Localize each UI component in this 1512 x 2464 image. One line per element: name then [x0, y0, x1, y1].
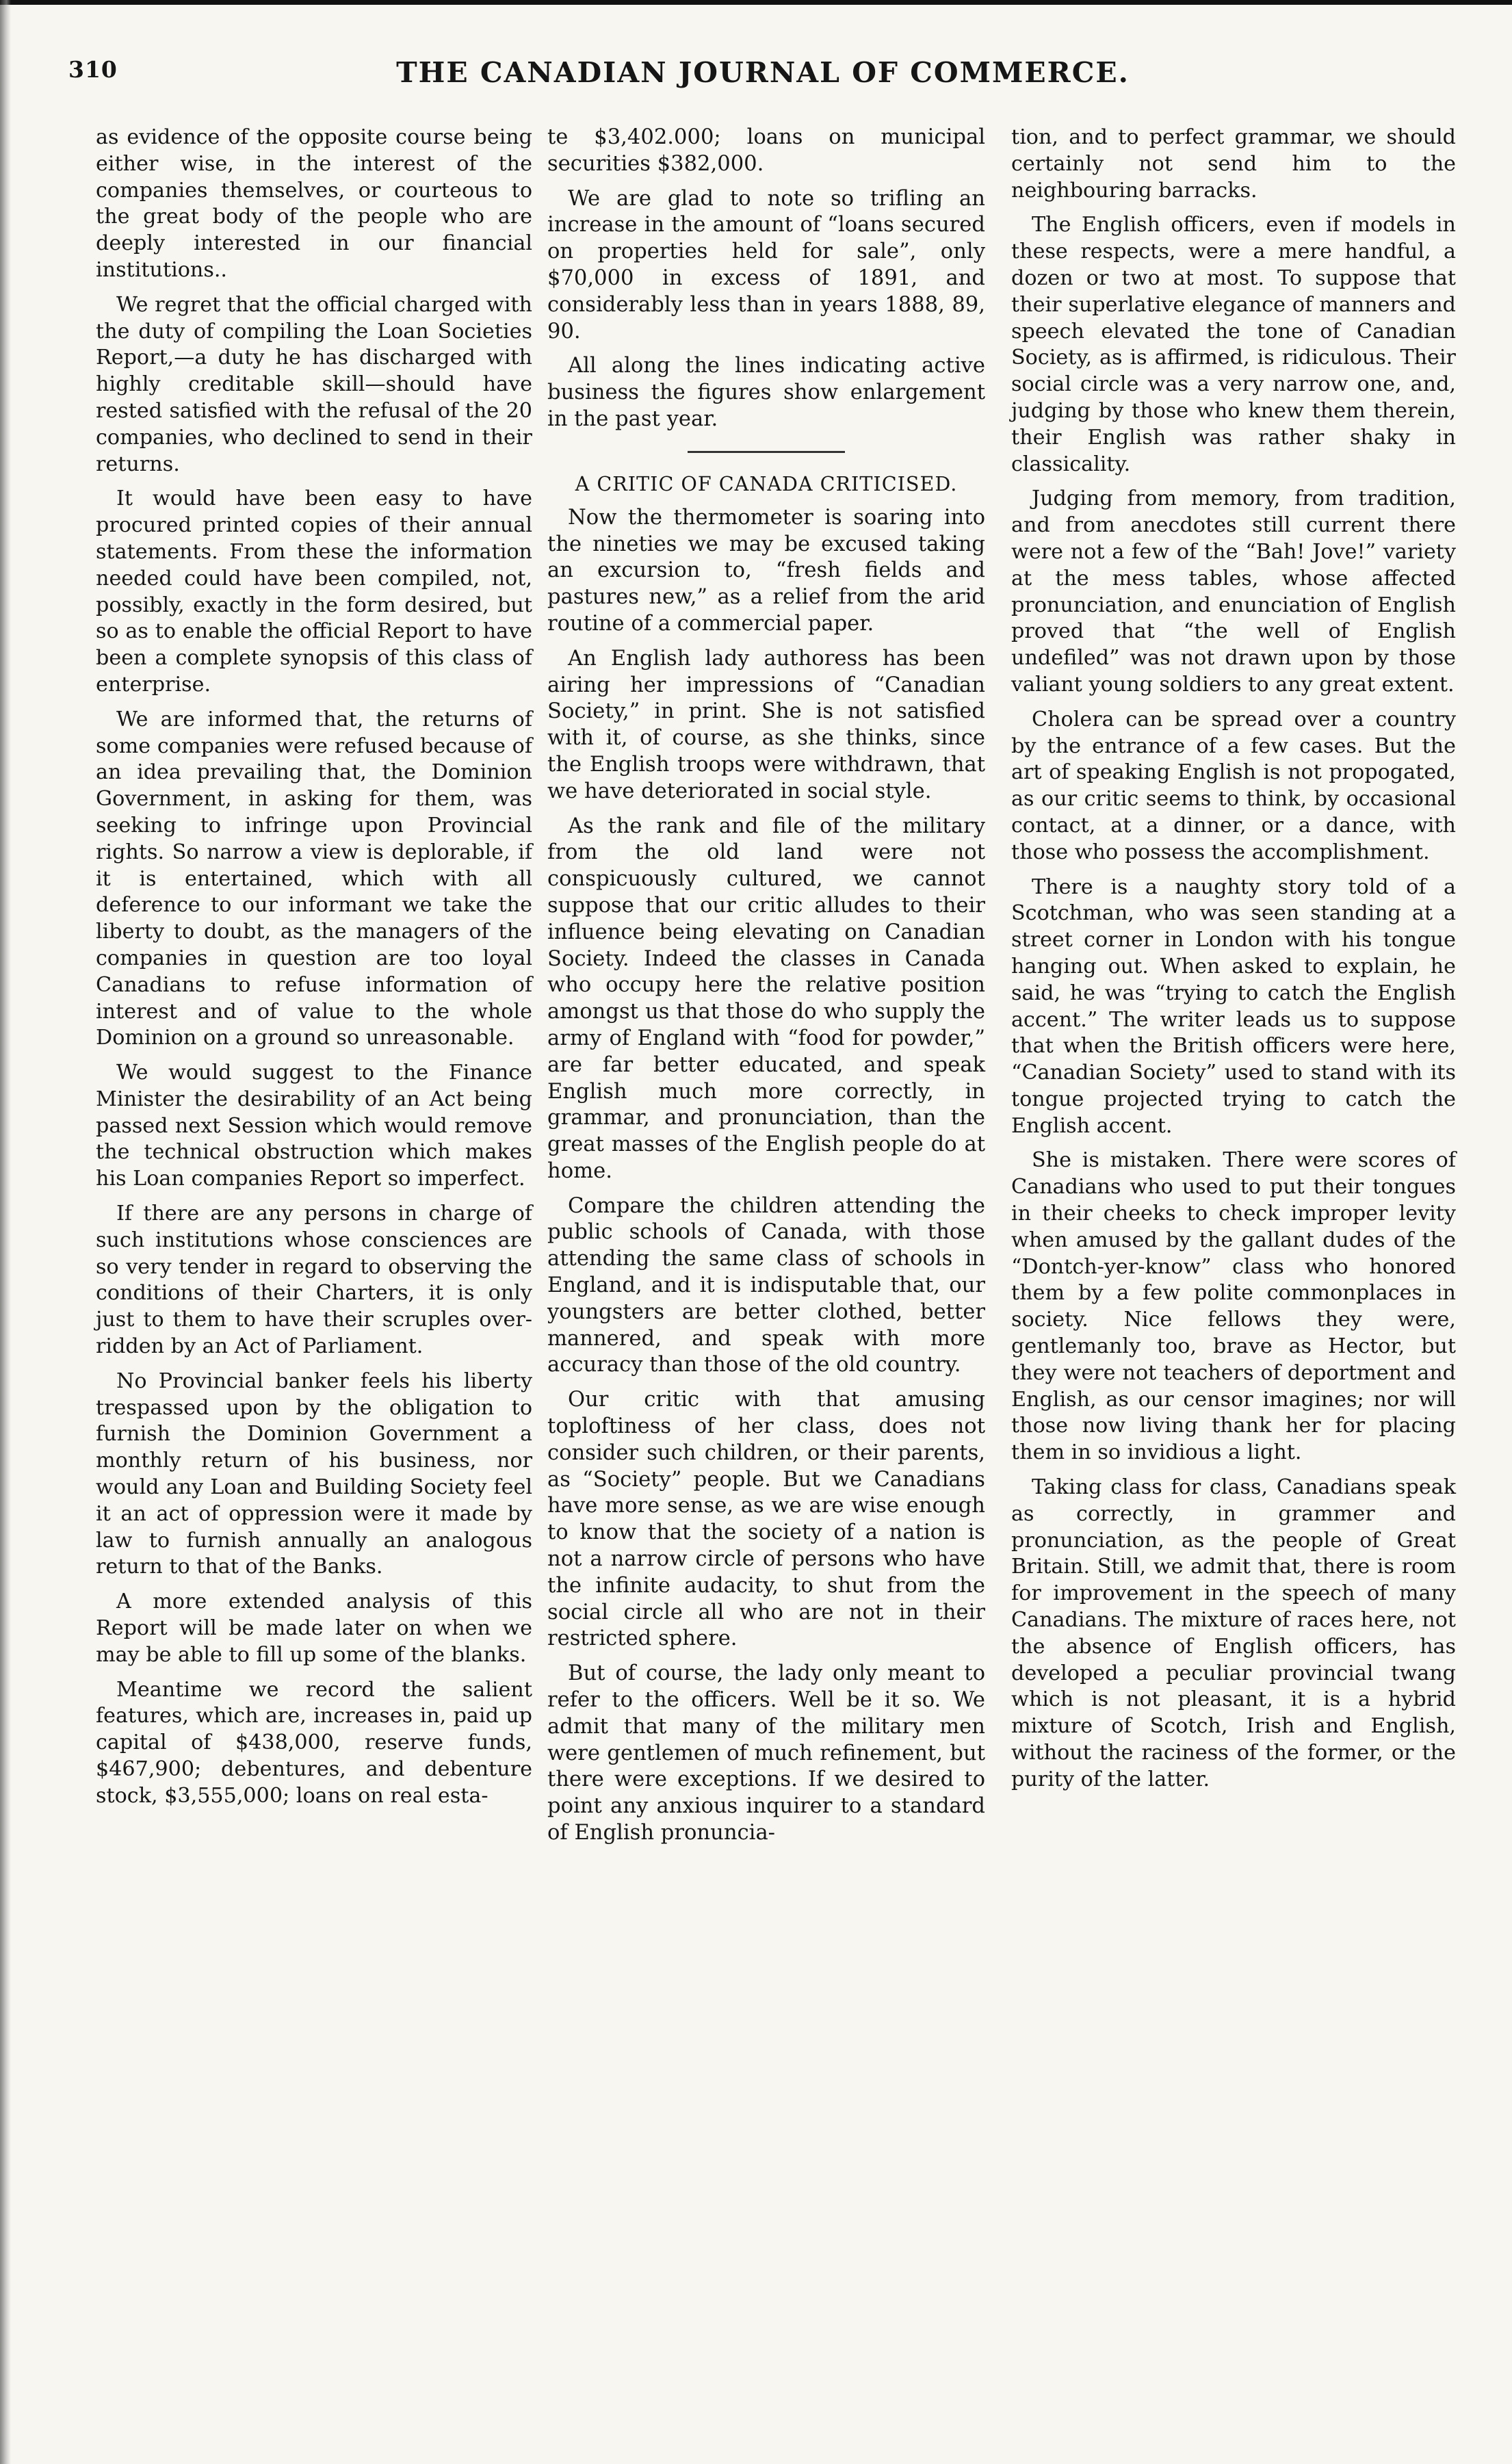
- column-1: [96, 125, 532, 1818]
- paragraph: te $3,402.000; loans on municipal securities $382,000.: [547, 125, 985, 176]
- paragraph: We are informed that, the returns of some companies were refused because of an idea prevailing that, the Dominion Government, in asking for them, was seeking to infringe upon Provincial rights. So narrow a view is deplorable, if it is entertained, which with all deference to our informant we take the liberty to doubt, as the managers of the companies in question are too loyal Canadians to refuse information of interest and of value to the whole Dominion on a ground so unreasonable.: [96, 707, 532, 1050]
- paragraph: Judging from memory, from tradition, and from anecdotes still current there were not a few of the “Bah! Jove!” variety at the mess tables, whose affected pronunciation, and enunciation of English proved that “the well of English undefiled” was not drawn upon by those valiant young soldiers to any great extent.: [1011, 487, 1456, 697]
- paragraph: We regret that the official charged with the duty of compiling the Loan Societies Report,—a duty he has discharged with highly creditable skill—should have rested satisfied with the refusal of the 20 companies, who declined to send in their returns.: [96, 292, 532, 476]
- page-header: [68, 56, 1457, 99]
- article-heading: A CRITIC OF CANADA CRITICISED.: [575, 471, 958, 495]
- paragraph: But of course, the lady only meant to refer to the officers. Well be it so. We admit that many of the military men were gentlemen of much refinement, but there were exceptions. If we desired to point any anxious inquirer to a standard of English pronuncia-: [547, 1661, 985, 1845]
- column-2: [547, 125, 985, 1855]
- section-divider: [688, 451, 845, 453]
- paragraph: It would have been easy to have procured printed copies of their annual statements. From these the information needed could have been compiled, not, possibly, exactly in the form desired, but so as to enable the official Report to have been a complete synopsis of this class of enterprise.: [96, 487, 532, 697]
- paragraph: All along the lines indicating active business the figures show enlargement in the past year.: [547, 354, 985, 431]
- column-3: [1011, 125, 1456, 1802]
- paragraph: tion, and to perfect grammar, we should certainly not send him to the neighbouring barracks.: [1011, 125, 1456, 203]
- top-border-line: [0, 0, 1512, 5]
- paragraph: A more extended analysis of this Report will be made later on when we may be able to fill up some of the blanks.: [96, 1590, 532, 1667]
- paragraph: As the rank and file of the military from the old land were not conspicuously cultured, we cannot suppose that our critic alludes to their influence being elevating on Canadian Society. Indeed the classes in Canada who occupy here the relative position amongst us that those do who supply the army of England with “food for powder,” are far better educated, and speak English much more correctly, in grammar, and pronunciation, than the great masses of the English people do at home.: [547, 814, 985, 1183]
- paragraph: She is mistaken. There were scores of Canadians who used to put their tongues in their cheeks to check improper levity when amused by the gallant dudes of the “Dontch-yer-know” class who honored them by a few polite commonplaces in society. Nice fellows they were, gentlemanly too, brave as Hector, but they were not teachers of deportment and English, as our censor imagines; nor will those now living thank her for placing them in so invidious a light.: [1011, 1148, 1456, 1465]
- paragraph: No Provincial banker feels his liberty trespassed upon by the obligation to furnish the Dominion Government a monthly return of his business, nor would any Loan and Building Society feel it an act of oppression were it made by law to furnish annually an analogous return to that of the Banks.: [96, 1369, 532, 1579]
- paragraph: Meantime we record the salient features, which are, increases in, paid up capital of $438,000, reserve funds, $467,900; debentures, and debenture stock, $3,555,000; loans on real esta-: [96, 1677, 532, 1808]
- page-edge-shadow: [0, 0, 11, 2464]
- page-number: 310: [68, 56, 118, 83]
- journal-title: THE CANADIAN JOURNAL OF COMMERCE.: [396, 56, 1130, 89]
- paragraph: Taking class for class, Canadians speak as correctly, in grammer and pronunciation, as the people of Great Britain. Still, we admit that, there is room for improvement in the speech of many Canadians. The mixture of races here, not the absence of English officers, has developed a peculiar provincial twang which is not pleasant, it is a hybrid mixture of Scotch, Irish and English, without the raciness of the former, or the purity of the latter.: [1011, 1475, 1456, 1791]
- paragraph: Cholera can be spread over a country by the entrance of a few cases. But the art of speaking English is not propogated, as our critic seems to think, by occasional contact, at a dinner, or a dance, with those who possess the accomplishment.: [1011, 707, 1456, 864]
- paragraph: Now the thermometer is soaring into the nineties we may be excused taking an excursion to, “fresh fields and pastures new,” as a relief from the arid routine of a commercial paper.: [547, 505, 985, 636]
- paragraph: We would suggest to the Finance Minister the desirability of an Act being passed next Session which would remove the technical obstruction which makes his Loan companies Report so imperfect.: [96, 1061, 532, 1191]
- paragraph: The English officers, even if models in these respects, were a mere handful, a dozen or two at most. To suppose that their superlative elegance of manners and speech elevated the tone of Canadian Society, as is affirmed, is ridiculous. Their social circle was a very narrow one, and, judging by those who knew them therein, their English was rather shaky in classicality.: [1011, 213, 1456, 476]
- paragraph: An English lady authoress has been airing her impressions of “Canadian Society,” in print. She is not satisfied with it, of course, as she thinks, since the English troops were withdrawn, that we have deteriorated in social style.: [547, 646, 985, 803]
- paragraph: If there are any persons in charge of such institutions whose consciences are so very tender in regard to observing the conditions of their Charters, it is only just to them to have their scruples over-ridden by an Act of Parliament.: [96, 1202, 532, 1359]
- paragraph: as evidence of the opposite course being either wise, in the interest of the companies themselves, or courteous to the great body of the people who are deeply interested in our financial institutions..: [96, 125, 532, 282]
- paragraph: We are glad to note so trifling an increase in the amount of “loans secured on properties held for sale”, only $70,000 in excess of 1891, and considerably less than in years 1888, 89, 90.: [547, 186, 985, 343]
- paragraph: Our critic with that amusing toploftiness of her class, does not consider such children, or their parents, as “Society” people. But we Canadians have more sense, as we are wise enough to know that the society of a nation is not a narrow circle of persons who have the infinite audacity, to shut from the social circle all who are not in their restricted sphere.: [547, 1388, 985, 1651]
- paragraph: There is a naughty story told of a Scotchman, who was seen standing at a street corner in London with his tongue hanging out. When asked to explain, he said, he was “trying to catch the English accent.” The writer leads us to suppose that when the British officers were here, “Canadian Society” used to stand with its tongue projected trying to catch the English accent.: [1011, 874, 1456, 1138]
- paragraph: Compare the children attending the public schools of Canada, with those attending the same class of schools in England, and it is indisputable that, our youngsters are better clothed, better mannered, and speak with more accuracy than those of the old country.: [547, 1193, 985, 1377]
